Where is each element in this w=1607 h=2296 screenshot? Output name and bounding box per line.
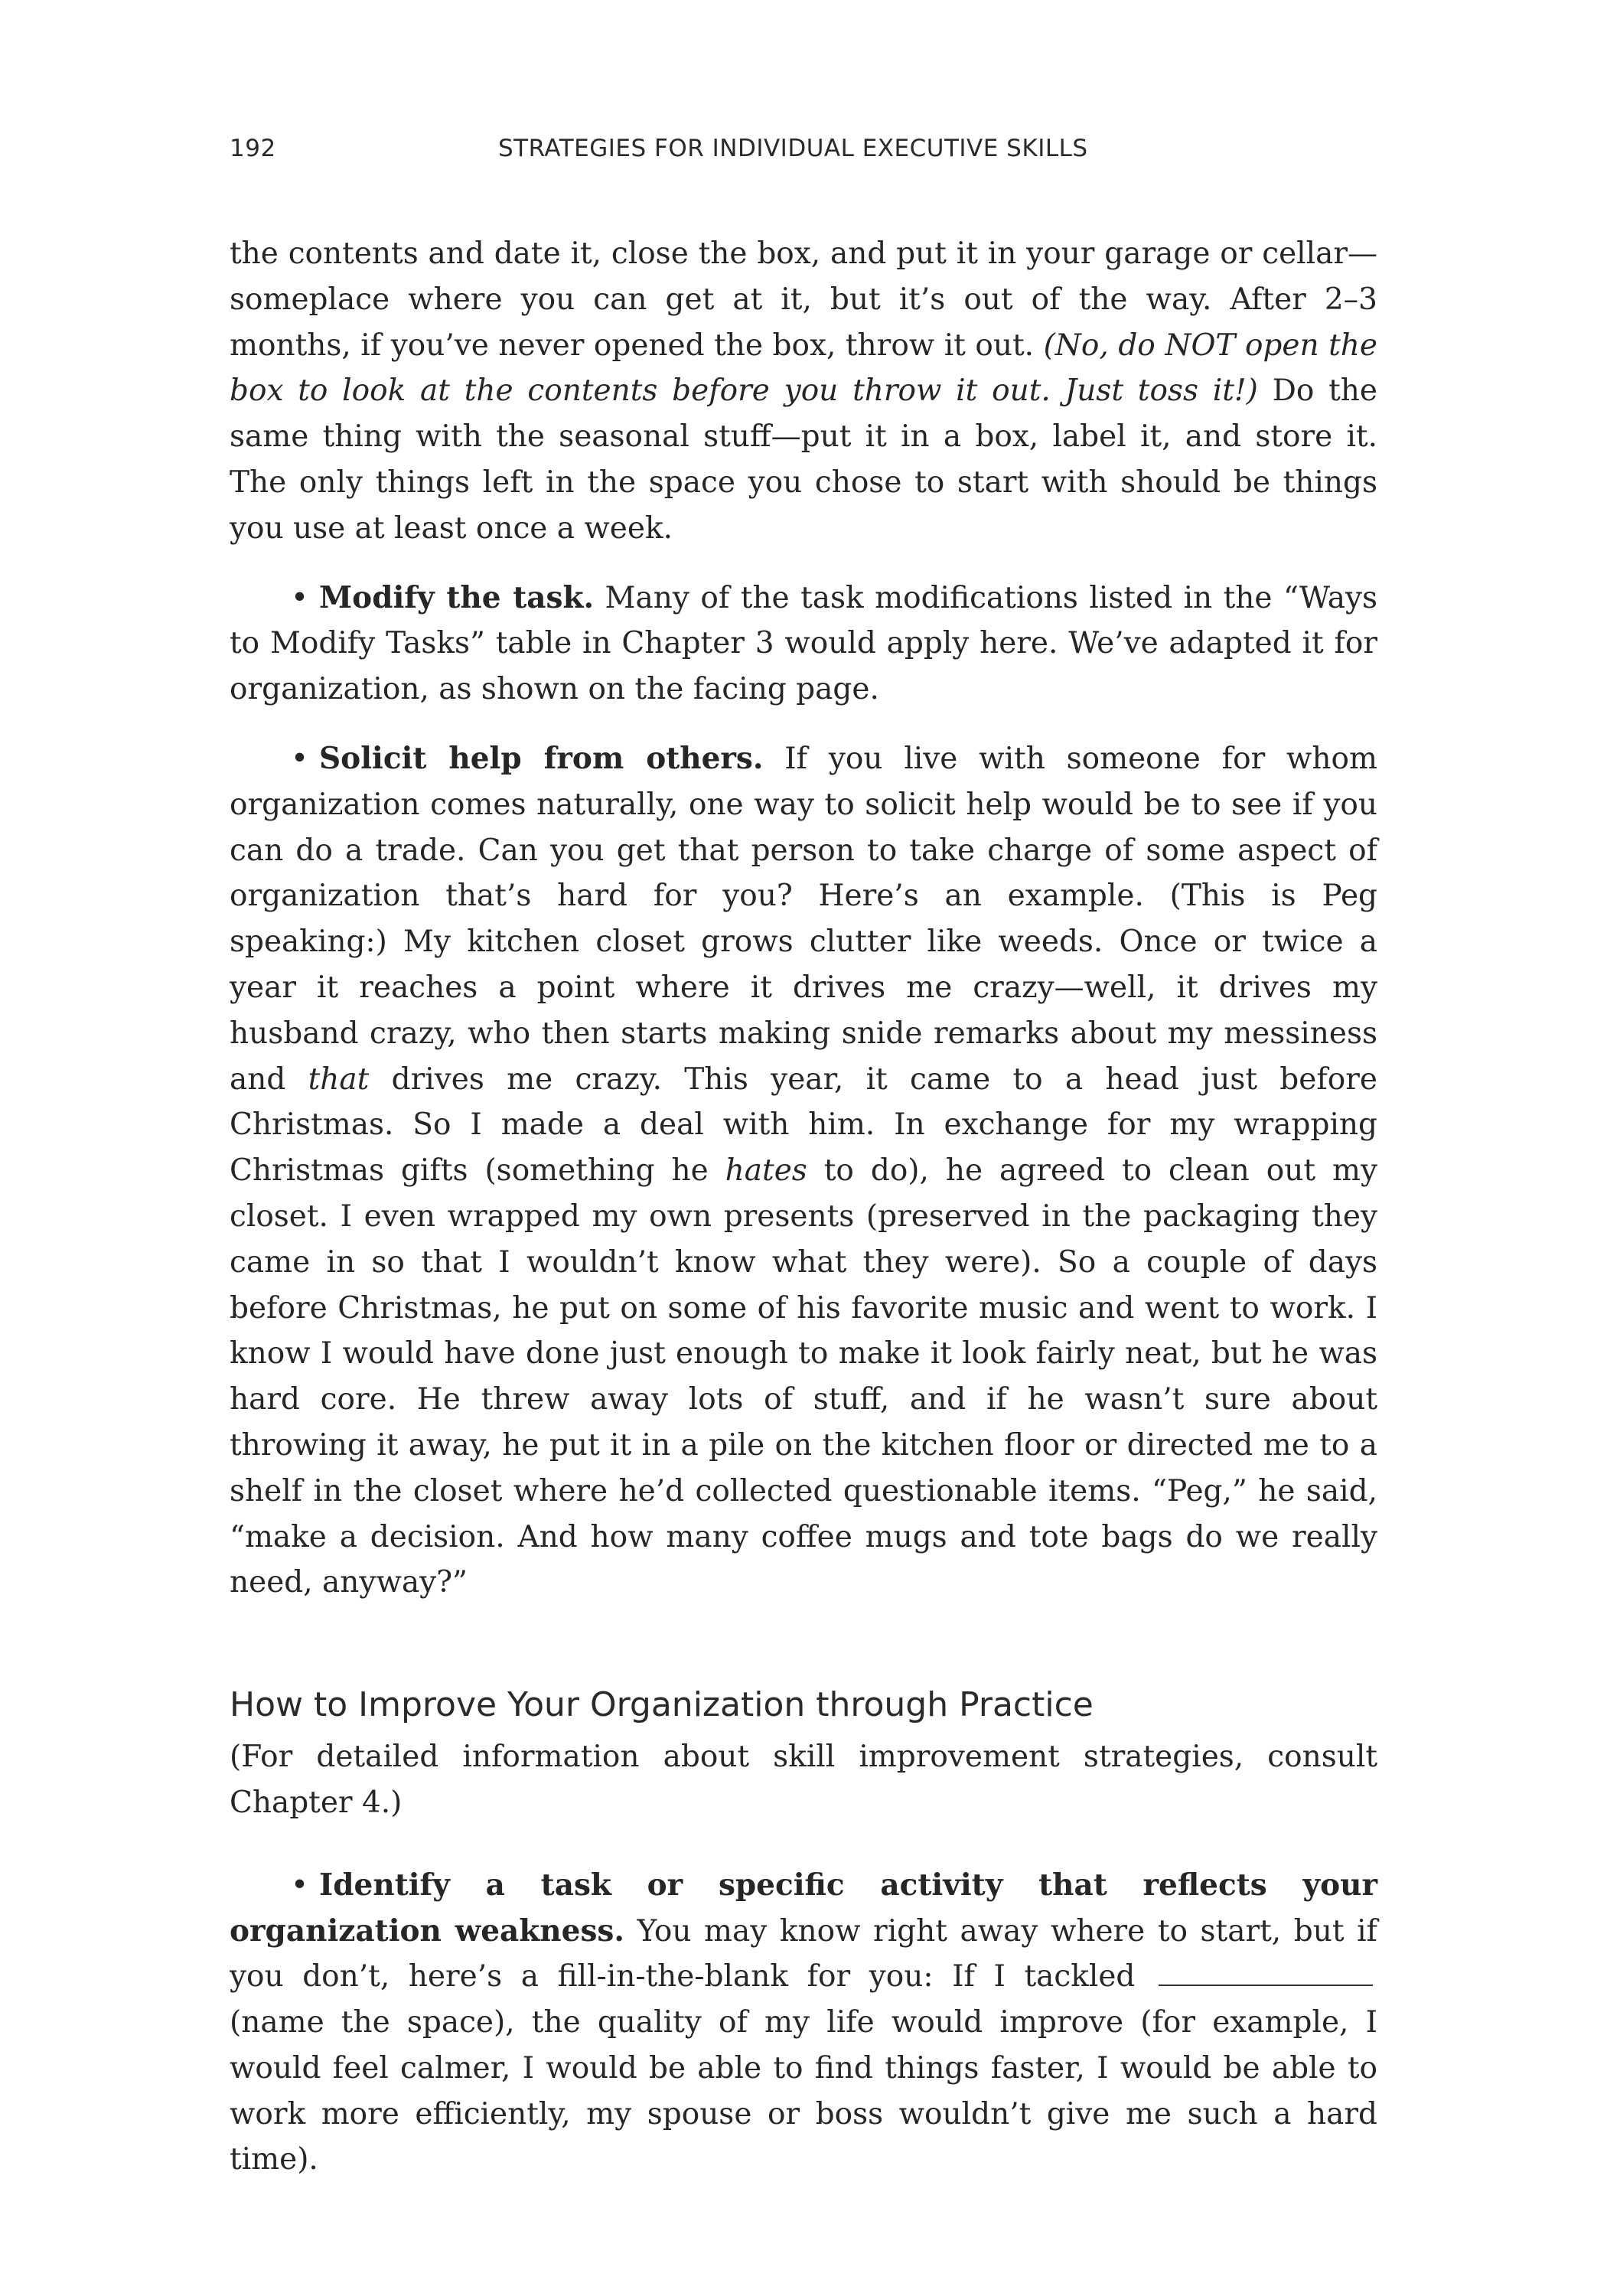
bullet-lead: Identify a task or specific activity that reflects your organization weakness. [230, 1867, 1377, 1949]
bullet-modify-task [230, 576, 1377, 713]
bullet-lead: Modify the task. [319, 579, 595, 615]
bullet-solicit-help [230, 736, 1377, 1606]
paragraph-text: You may know right away where to start, but if you don’t, here’s a fill-in-the-blank for you: If I tackled [230, 1913, 1377, 1994]
section-heading: How to Improve Your Organization through Practice [230, 1685, 1094, 1725]
paragraph-italic-text: that [308, 1062, 370, 1097]
running-head [230, 135, 1377, 173]
bullet-icon: • [291, 1867, 309, 1903]
paragraph-italic-text: (No, do NOT open the box to look at the contents before you throw it out. Just toss it!) [230, 328, 1377, 409]
paragraph-text: to do), he agreed to clean out my closet. I even wrapped my own presents (preserved in the packaging they came in so that I wouldn’t know what they were). So a couple of days before Christmas, he put on some of his favorite music and went to work. I know I would have done just enough to make it look fairly neat, but he was hard core. He threw away lots of stuff, and if he wasn’t sure about throwing it away, he put it in a pile on the kitchen floor or directed me to a shelf in the closet where he’d collected questionable items. “Peg,” he said, “make a decision. And how many coffee mugs and tote bags do we really need, anyway?” [230, 1153, 1377, 1600]
paragraph-continuation [230, 231, 1377, 552]
bullet-icon: • [291, 741, 309, 776]
paragraph-text: drives me crazy. This year, it came to a head just before Christmas. So I made a deal with him. In exchange for my wrapping Christmas gifts (something he [230, 1062, 1377, 1189]
bullet-identify-task [230, 1863, 1377, 2183]
running-title: STRATEGIES FOR INDIVIDUAL EXECUTIVE SKILLS [498, 135, 1088, 162]
paragraph-text: Do the same thing with the seasonal stuff—put it in a box, label it, and store it. The only things left in the space you chose to start with should be things you use at least once a week. [230, 373, 1377, 546]
section-intro: (For detailed information about skill improvement strategies, consult Chapter 4.) [230, 1740, 1377, 1820]
fill-in-blank-line [1159, 1958, 1373, 1986]
page-number: 192 [230, 135, 276, 162]
paragraph-text: If you live with someone for whom organization comes naturally, one way to solicit help would be to see if you can do a trade. Can you get that person to take charge of some aspect of organization that’s hard for you? Here’s an example. (This is Peg speaking:) My kitchen closet grows clutter like weeds. Once or twice a year it reaches a point where it drives me crazy—well, it drives my husband crazy, who then starts making snide remarks about my messiness and [230, 741, 1377, 1097]
paragraph-italic-text: hates [725, 1153, 807, 1189]
bullet-lead: Solicit help from others. [319, 740, 764, 776]
bullet-icon: • [291, 580, 309, 615]
paragraph-text: (name the space), the quality of my life would improve (for example, I would feel calmer, I would be able to find things faster, I would be able to work more efficiently, my spouse or boss wouldn’t give me such a hard time). [230, 2005, 1377, 2177]
paragraph-text: the contents and date it, close the box, and put it in your garage or cellar—someplace where you can get at it, but it’s out of the way. After 2–3 months, if you’ve never opened the box, throw it out. [230, 236, 1377, 363]
paragraph-text: Many of the task modifications listed in the “Ways to Modify Tasks” table in Chapter 3 would apply here. We’ve adapted it for organization, as shown on the facing page. [230, 580, 1378, 707]
body-text [230, 231, 1377, 2183]
